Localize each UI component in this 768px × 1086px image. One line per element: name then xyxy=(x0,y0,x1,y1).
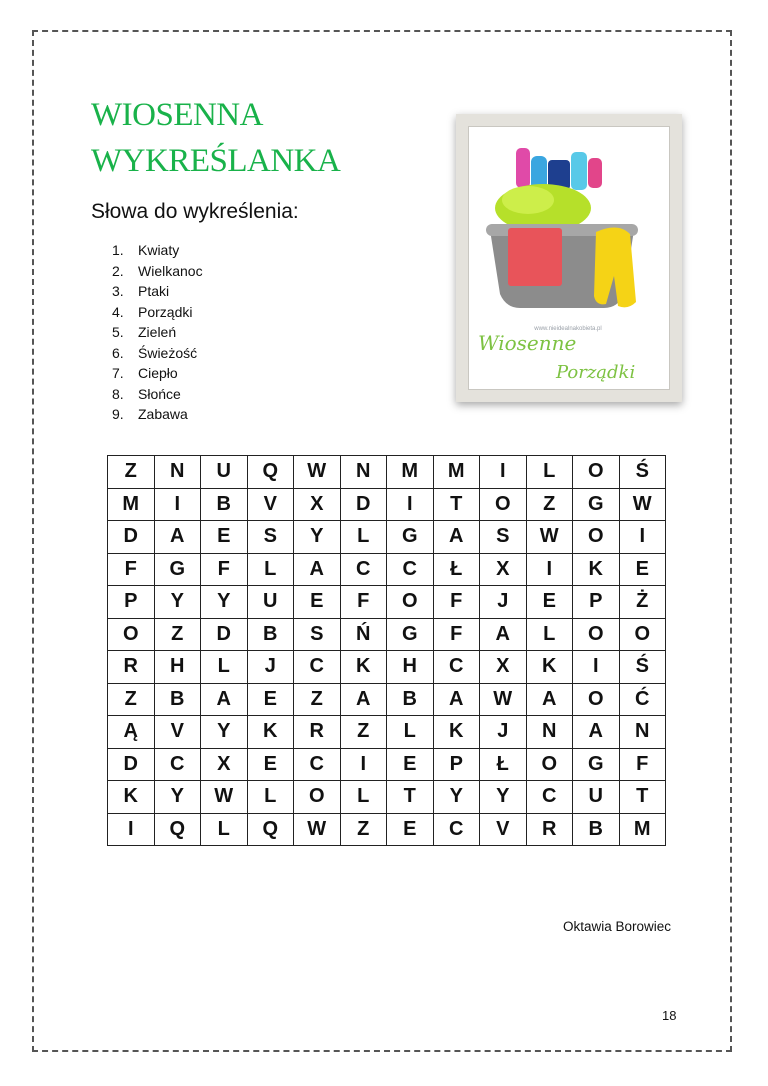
grid-cell[interactable]: M xyxy=(433,456,480,489)
grid-cell[interactable]: P xyxy=(108,586,155,619)
word-number: 2. xyxy=(112,262,124,279)
grid-cell[interactable]: Ć xyxy=(619,683,666,716)
grid-cell[interactable]: A xyxy=(154,521,201,554)
grid-cell[interactable]: Q xyxy=(247,456,294,489)
grid-cell[interactable]: Z xyxy=(526,488,573,521)
grid-cell[interactable]: A xyxy=(201,683,248,716)
grid-cell[interactable]: E xyxy=(619,553,666,586)
grid-row xyxy=(108,488,666,521)
grid-cell[interactable]: D xyxy=(201,618,248,651)
grid-cell[interactable]: U xyxy=(573,781,620,814)
grid-cell[interactable]: K xyxy=(108,781,155,814)
grid-cell[interactable]: G xyxy=(573,488,620,521)
cleaning-illustration xyxy=(468,126,670,390)
grid-row xyxy=(108,748,666,781)
word-number: 9. xyxy=(112,406,124,422)
grid-cell[interactable]: L xyxy=(247,781,294,814)
grid-cell[interactable]: C xyxy=(433,813,480,846)
grid-cell[interactable]: B xyxy=(573,813,620,846)
word-text: Zieleń xyxy=(138,324,177,340)
grid-cell[interactable]: Y xyxy=(294,521,341,554)
grid-cell[interactable]: F xyxy=(433,618,480,651)
grid-cell[interactable]: J xyxy=(480,586,527,619)
grid-cell[interactable]: J xyxy=(480,716,527,749)
grid-cell[interactable]: L xyxy=(526,618,573,651)
word-number: 1. xyxy=(112,242,124,258)
grid-cell[interactable]: S xyxy=(294,618,341,651)
word-list xyxy=(112,240,203,425)
grid-cell[interactable]: R xyxy=(294,716,341,749)
grid-cell[interactable]: J xyxy=(247,651,294,684)
grid-cell[interactable]: I xyxy=(480,456,527,489)
grid-cell[interactable]: L xyxy=(526,456,573,489)
grid-cell[interactable]: L xyxy=(247,553,294,586)
grid-cell[interactable]: N xyxy=(619,716,666,749)
title-line-2: WYKREŚLANKA xyxy=(91,143,341,179)
grid-cell[interactable]: Ł xyxy=(480,748,527,781)
grid-cell[interactable]: P xyxy=(573,586,620,619)
grid-cell[interactable]: Ł xyxy=(433,553,480,586)
grid-cell[interactable]: Z xyxy=(108,683,155,716)
word-text: Ptaki xyxy=(138,283,170,299)
grid-cell[interactable]: Y xyxy=(154,586,201,619)
author-name: Oktawia Borowiec xyxy=(563,919,672,934)
grid-cell[interactable]: P xyxy=(433,748,480,781)
grid-cell[interactable]: R xyxy=(526,813,573,846)
grid-cell[interactable]: N xyxy=(526,716,573,749)
grid-cell[interactable]: K xyxy=(573,553,620,586)
grid-cell[interactable]: B xyxy=(387,683,434,716)
grid-cell[interactable]: M xyxy=(387,456,434,489)
word-list-item xyxy=(112,240,203,261)
word-list-item xyxy=(112,281,203,302)
bottle-icon xyxy=(571,152,587,190)
grid-cell[interactable]: U xyxy=(201,456,248,489)
grid-cell[interactable]: W xyxy=(294,813,341,846)
grid-cell[interactable]: I xyxy=(573,651,620,684)
grid-row xyxy=(108,618,666,651)
grid-cell[interactable]: I xyxy=(526,553,573,586)
grid-cell[interactable]: Z xyxy=(340,716,387,749)
grid-row xyxy=(108,683,666,716)
grid-cell[interactable]: C xyxy=(340,553,387,586)
grid-cell[interactable]: W xyxy=(619,488,666,521)
grid-cell[interactable]: A xyxy=(573,716,620,749)
word-number: 3. xyxy=(112,283,124,299)
grid-cell[interactable]: K xyxy=(340,651,387,684)
word-number: 8. xyxy=(112,385,124,402)
grid-cell[interactable]: B xyxy=(201,488,248,521)
grid-cell[interactable]: C xyxy=(294,651,341,684)
word-number: 4. xyxy=(112,303,124,320)
grid-cell[interactable]: Y xyxy=(201,586,248,619)
word-text: Wielkanoc xyxy=(138,262,203,279)
grid-cell[interactable]: O xyxy=(573,618,620,651)
grid-cell[interactable]: F xyxy=(201,553,248,586)
word-number: 7. xyxy=(112,365,124,381)
grid-row xyxy=(108,456,666,489)
grid-cell[interactable]: D xyxy=(340,488,387,521)
grid-cell[interactable]: Ś xyxy=(619,651,666,684)
grid-cell[interactable]: O xyxy=(573,456,620,489)
grid-cell[interactable]: L xyxy=(340,781,387,814)
grid-cell[interactable]: E xyxy=(201,521,248,554)
grid-cell[interactable]: I xyxy=(619,521,666,554)
grid-cell[interactable]: H xyxy=(154,651,201,684)
grid-cell[interactable]: C xyxy=(433,651,480,684)
spring-cleaning-picture xyxy=(456,114,682,402)
word-text: Kwiaty xyxy=(138,242,180,258)
grid-cell[interactable]: Z xyxy=(340,813,387,846)
grid-cell[interactable]: F xyxy=(433,586,480,619)
grid-row xyxy=(108,716,666,749)
grid-cell[interactable]: E xyxy=(247,683,294,716)
grid-cell[interactable]: E xyxy=(526,586,573,619)
grid-cell[interactable]: Y xyxy=(433,781,480,814)
word-search-grid xyxy=(107,455,666,846)
words-heading: Słowa do wykreślenia: xyxy=(91,200,299,223)
grid-cell[interactable]: S xyxy=(247,521,294,554)
grid-cell[interactable]: Z xyxy=(108,456,155,489)
grid-cell[interactable]: Z xyxy=(154,618,201,651)
page-number: 18 xyxy=(662,1008,677,1023)
grid-row xyxy=(108,651,666,684)
grid-cell[interactable]: X xyxy=(294,488,341,521)
grid-cell[interactable]: E xyxy=(247,748,294,781)
grid-cell[interactable]: E xyxy=(294,586,341,619)
grid-cell[interactable]: C xyxy=(294,748,341,781)
grid-cell[interactable]: Y xyxy=(154,781,201,814)
grid-cell[interactable]: C xyxy=(154,748,201,781)
grid-cell[interactable]: K xyxy=(247,716,294,749)
grid-cell[interactable]: X xyxy=(201,748,248,781)
grid-cell[interactable]: H xyxy=(387,651,434,684)
grid-cell[interactable]: O xyxy=(387,586,434,619)
word-list-item xyxy=(112,302,203,323)
word-number: 5. xyxy=(112,324,124,340)
word-text: Ciepło xyxy=(138,365,178,381)
grid-cell[interactable]: Y xyxy=(480,781,527,814)
grid-cell[interactable]: C xyxy=(526,781,573,814)
grid-cell[interactable]: N xyxy=(154,456,201,489)
grid-cell[interactable]: Q xyxy=(154,813,201,846)
page-title xyxy=(91,92,340,184)
cloth-icon xyxy=(508,228,562,286)
grid-cell[interactable]: V xyxy=(154,716,201,749)
grid-cell[interactable]: D xyxy=(108,748,155,781)
bottle-icon xyxy=(588,158,602,188)
word-text: Porządki xyxy=(138,303,193,320)
grid-cell[interactable]: I xyxy=(340,748,387,781)
word-list-item xyxy=(112,322,203,343)
grid-cell[interactable]: I xyxy=(387,488,434,521)
grid-cell[interactable]: Ś xyxy=(619,456,666,489)
grid-cell[interactable]: A xyxy=(294,553,341,586)
grid-cell[interactable]: T xyxy=(387,781,434,814)
grid-cell[interactable]: L xyxy=(340,521,387,554)
grid-cell[interactable]: G xyxy=(154,553,201,586)
grid-cell[interactable]: B xyxy=(247,618,294,651)
grid-cell[interactable]: F xyxy=(108,553,155,586)
grid-cell[interactable]: V xyxy=(480,813,527,846)
grid-cell[interactable]: E xyxy=(387,813,434,846)
grid-cell[interactable]: L xyxy=(387,716,434,749)
word-list-item xyxy=(112,343,203,364)
grid-cell[interactable]: F xyxy=(340,586,387,619)
grid-cell[interactable]: Y xyxy=(201,716,248,749)
word-list-item xyxy=(112,384,203,405)
grid-cell[interactable]: A xyxy=(340,683,387,716)
caption-line-1: Wiosenne xyxy=(478,331,577,355)
grid-cell[interactable]: N xyxy=(340,456,387,489)
grid-cell[interactable]: D xyxy=(108,521,155,554)
grid-cell[interactable]: V xyxy=(247,488,294,521)
grid-cell[interactable]: Q xyxy=(247,813,294,846)
grid-cell[interactable]: Ą xyxy=(108,716,155,749)
grid-cell[interactable]: G xyxy=(573,748,620,781)
grid-cell[interactable]: O xyxy=(526,748,573,781)
word-list-item xyxy=(112,404,203,425)
grid-cell[interactable]: U xyxy=(247,586,294,619)
word-list-item xyxy=(112,261,203,282)
grid-cell[interactable]: W xyxy=(201,781,248,814)
grid-cell[interactable]: X xyxy=(480,553,527,586)
grid-cell[interactable]: K xyxy=(526,651,573,684)
grid-row xyxy=(108,813,666,846)
title-line-1: WIOSENNA xyxy=(91,97,263,133)
grid-cell[interactable]: T xyxy=(619,781,666,814)
grid-cell[interactable]: O xyxy=(108,618,155,651)
grid-cell[interactable]: A xyxy=(526,683,573,716)
grid-cell[interactable]: I xyxy=(154,488,201,521)
grid-cell[interactable]: R xyxy=(108,651,155,684)
grid-cell[interactable]: I xyxy=(108,813,155,846)
grid-cell[interactable]: G xyxy=(387,618,434,651)
grid-cell[interactable]: Ń xyxy=(340,618,387,651)
word-text: Słońce xyxy=(138,385,181,402)
grid-cell[interactable]: W xyxy=(294,456,341,489)
grid-cell[interactable]: W xyxy=(526,521,573,554)
grid-cell[interactable]: B xyxy=(154,683,201,716)
grid-cell[interactable]: O xyxy=(619,618,666,651)
grid-cell[interactable]: O xyxy=(573,521,620,554)
grid-cell[interactable]: M xyxy=(619,813,666,846)
grid-cell[interactable]: T xyxy=(433,488,480,521)
grid-cell[interactable]: M xyxy=(108,488,155,521)
grid-row xyxy=(108,781,666,814)
caption-line-2: Porządki xyxy=(556,362,636,383)
word-list-item xyxy=(112,363,203,384)
grid-cell[interactable]: Ż xyxy=(619,586,666,619)
watermark-text: www.nieidealnakobieta.pl xyxy=(534,326,602,332)
grid-cell[interactable]: O xyxy=(480,488,527,521)
word-text: Zabawa xyxy=(138,406,188,422)
grid-cell[interactable]: E xyxy=(387,748,434,781)
bottle-icon xyxy=(516,148,530,188)
word-text: Świeżość xyxy=(138,344,198,361)
grid-cell[interactable]: Z xyxy=(294,683,341,716)
grid-cell[interactable]: F xyxy=(619,748,666,781)
grid-cell[interactable]: L xyxy=(201,813,248,846)
grid-cell[interactable]: G xyxy=(387,521,434,554)
grid-row xyxy=(108,553,666,586)
grid-cell[interactable]: O xyxy=(573,683,620,716)
grid-row xyxy=(108,521,666,554)
word-number: 6. xyxy=(112,344,124,361)
grid-cell[interactable]: S xyxy=(480,521,527,554)
grid-cell[interactable]: O xyxy=(294,781,341,814)
grid-cell[interactable]: A xyxy=(480,618,527,651)
grid-cell[interactable]: L xyxy=(201,651,248,684)
grid-cell[interactable]: K xyxy=(433,716,480,749)
grid-cell[interactable]: C xyxy=(387,553,434,586)
grid-cell[interactable]: X xyxy=(480,651,527,684)
grid-cell[interactable]: A xyxy=(433,683,480,716)
grid-cell[interactable]: W xyxy=(480,683,527,716)
grid-row xyxy=(108,586,666,619)
grid-cell[interactable]: A xyxy=(433,521,480,554)
